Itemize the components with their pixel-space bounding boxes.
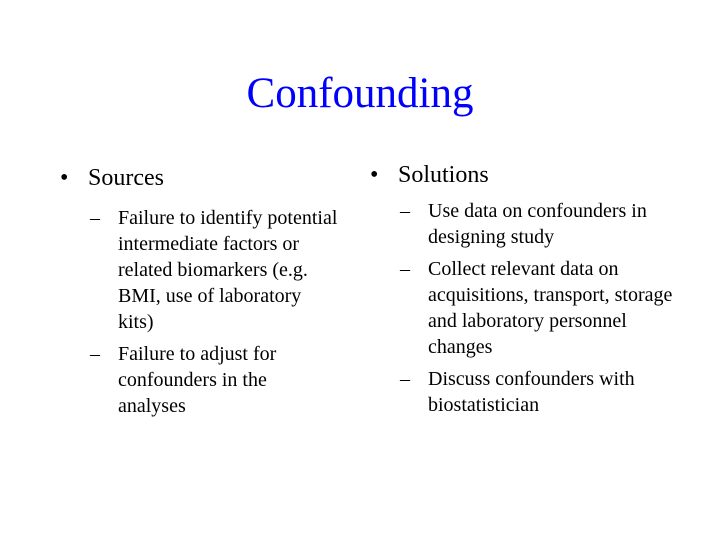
list-item <box>370 366 688 418</box>
list-item <box>370 256 688 360</box>
dash-icon: – <box>400 368 410 390</box>
dash-icon: – <box>90 207 100 229</box>
list-item-text: Use data on confounders in designing study <box>428 200 647 248</box>
list-item <box>370 198 688 250</box>
list-item-text: Failure to identify potential intermediate factors or related biomarkers (e.g. BMI, use of laboratory kits) <box>118 207 338 333</box>
solutions-list <box>370 198 690 418</box>
list-item <box>60 341 338 419</box>
sources-heading: Sources <box>88 165 164 191</box>
list-item-text: Failure to adjust for confounders in the analyses <box>118 343 277 417</box>
sources-column <box>60 163 360 425</box>
slide-title: Confounding <box>246 70 474 117</box>
solutions-column <box>370 160 690 424</box>
list-item-text: Collect relevant data on acquisitions, transport, storage and laboratory personnel changes <box>428 258 673 358</box>
solutions-heading: Solutions <box>398 162 489 188</box>
bullet-icon: • <box>370 162 379 188</box>
dash-icon: – <box>400 200 410 222</box>
solutions-bullet <box>370 160 690 190</box>
sources-bullet <box>60 163 360 193</box>
list-item-text: Discuss confounders with biostatistician <box>428 368 635 416</box>
bullet-icon: • <box>60 165 69 191</box>
dash-icon: – <box>400 258 410 280</box>
dash-icon: – <box>90 343 100 365</box>
list-item <box>60 205 338 335</box>
sources-list <box>60 205 360 419</box>
